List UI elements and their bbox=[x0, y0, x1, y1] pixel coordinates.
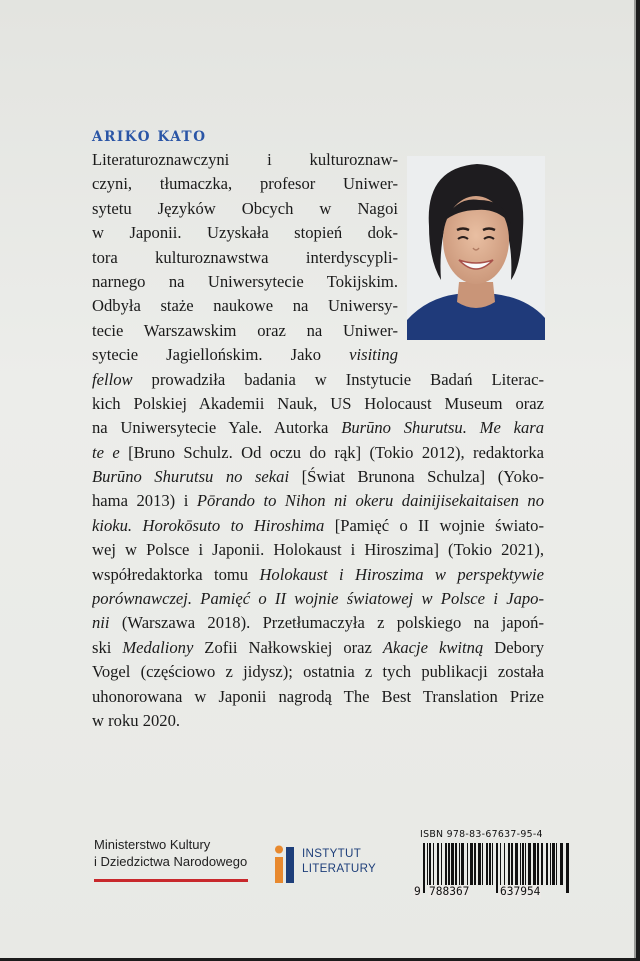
bio-text: uhonorowana w Japonii nagrodą The Best Translation Prize bbox=[92, 686, 544, 706]
bio-line bbox=[92, 246, 398, 270]
barcode-bar bbox=[566, 843, 569, 893]
barcode-bar bbox=[429, 843, 431, 885]
bio-line bbox=[92, 514, 544, 538]
barcode-bar bbox=[445, 843, 447, 885]
barcode-bar bbox=[482, 843, 483, 885]
bio-text: Zofii Nałkowskiej oraz bbox=[193, 637, 383, 657]
barcode-bar bbox=[496, 843, 498, 893]
bio-line bbox=[92, 148, 398, 172]
barcode-bar bbox=[550, 843, 551, 885]
bio-line bbox=[92, 319, 398, 343]
barcode-bar bbox=[433, 843, 434, 885]
institute-line-2: LITERATURY bbox=[302, 861, 377, 875]
barcode-bar bbox=[455, 843, 457, 885]
bio-text: w roku 2020. bbox=[92, 710, 181, 730]
bio-text: kich Polskiej Akademii Nauk, US Holocaust Museum oraz bbox=[92, 393, 544, 413]
bio-text: [Bruno Schulz. Od oczu do rąk] (Tokio 2012), redaktorka bbox=[119, 442, 544, 462]
bio-text: Vogel (częściowo z jidysz); ostatnia z tych publikacji została bbox=[92, 662, 544, 682]
bio-text: [Świat Brunona Schulza] (Yoko- bbox=[289, 467, 544, 487]
institute-line-1: INSTYTUT bbox=[302, 847, 362, 860]
instytut-literatury-logo bbox=[302, 847, 376, 876]
bio-line bbox=[92, 270, 398, 294]
barcode-bar bbox=[541, 843, 543, 885]
barcode-bar bbox=[467, 843, 468, 885]
bio-line bbox=[92, 368, 544, 392]
barcode-bar bbox=[556, 843, 557, 885]
ministry-of-culture-logo bbox=[94, 836, 247, 870]
bio-italic-title: Burūno Shurutsu. Me kara bbox=[341, 418, 544, 438]
bio-line bbox=[92, 563, 544, 587]
bio-line bbox=[92, 294, 398, 318]
bio-italic-title: Holokaust i Hiroszima w perspektywie bbox=[259, 564, 544, 584]
bio-line bbox=[92, 343, 398, 367]
barcode-bar bbox=[537, 843, 539, 885]
author-name: ARIKO KATO bbox=[92, 129, 207, 145]
barcode-bar bbox=[520, 843, 521, 885]
bio-italic-title: fellow bbox=[92, 369, 133, 389]
bio-italic-title: visiting bbox=[349, 345, 398, 365]
bio-text: na Uniwersytecie Yale. Autorka bbox=[92, 418, 342, 438]
barcode-bar bbox=[522, 843, 524, 885]
bio-text: sytetu Języków Obcych w Nagoi bbox=[92, 198, 398, 218]
barcode-bar bbox=[552, 843, 555, 885]
bio-line bbox=[92, 221, 398, 245]
bio-line bbox=[92, 197, 398, 221]
bio-text: Odbyła staże naukowe na Uniwersy- bbox=[92, 296, 398, 316]
bio-text: tecie Warszawskim oraz na Uniwer- bbox=[92, 320, 398, 340]
barcode-bar bbox=[423, 843, 425, 893]
barcode-bar bbox=[486, 843, 488, 885]
bio-italic-title: porównawczej. Pamięć o II wojnie światowej w Polsce i Japo- bbox=[92, 589, 544, 609]
barcode-bar bbox=[511, 843, 513, 885]
bio-text: wej w Polsce i Japonii. Holokaust i Hiroszima] (Tokio 2021), bbox=[92, 540, 544, 560]
barcode-bar bbox=[441, 843, 442, 885]
barcode-bar bbox=[528, 843, 531, 885]
bio-line bbox=[92, 709, 544, 733]
barcode-bar bbox=[489, 843, 491, 885]
bio-text: w Japonii. Uzyskała stopień dok- bbox=[92, 223, 398, 243]
author-photo bbox=[407, 156, 545, 340]
barcode-bar bbox=[470, 843, 473, 885]
bio-text: czyni, tłumaczka, profesor Uniwer- bbox=[92, 174, 398, 194]
barcode-bar bbox=[492, 843, 493, 885]
bio-italic-title: Medaliony bbox=[122, 637, 194, 657]
barcode-digits-left: 788367 bbox=[429, 885, 470, 898]
barcode-bar bbox=[461, 843, 464, 885]
bio-text: współredaktorka tomu bbox=[92, 564, 260, 584]
barcode-digits-right: 637954 bbox=[500, 885, 541, 898]
bio-line bbox=[92, 660, 544, 684]
bio-italic-title: Burūno Shurutsu no sekai bbox=[92, 467, 290, 487]
bio-line bbox=[92, 465, 544, 489]
bio-text: ski bbox=[92, 637, 123, 657]
bio-italic-title: Akacje kwitną bbox=[382, 637, 484, 657]
ministry-line-2: i Dziedzictwa Narodowego bbox=[94, 854, 248, 869]
barcode-bar bbox=[459, 843, 460, 885]
bio-text: narnego na Uniwersytecie Tokijskim. bbox=[92, 271, 398, 291]
bio-line bbox=[92, 489, 544, 513]
barcode-bar bbox=[437, 843, 439, 885]
barcode-bar bbox=[451, 843, 454, 885]
bio-text: Debory bbox=[483, 637, 544, 657]
bio-text: Literaturoznawczyni i kulturoznaw- bbox=[92, 150, 398, 169]
barcode-bar bbox=[427, 843, 428, 885]
bio-text: tora kulturoznawstwa interdyscypli- bbox=[92, 247, 398, 267]
barcode-bar bbox=[533, 843, 536, 885]
bio-text: (Warszawa 2018). Przetłumaczyła z polskiego na japoń- bbox=[109, 613, 544, 633]
bio-italic-title: kioku. Horokōsuto to Hiroshima bbox=[92, 515, 325, 535]
bio-text: hama 2013) i bbox=[92, 491, 197, 511]
bio-line bbox=[92, 611, 544, 635]
bio-line bbox=[92, 587, 544, 611]
barcode-bar bbox=[525, 843, 526, 885]
barcode-bar bbox=[560, 843, 563, 885]
barcode-bar bbox=[478, 843, 481, 885]
bio-line bbox=[92, 538, 544, 562]
barcode-bar bbox=[504, 843, 505, 885]
barcode-bar bbox=[515, 843, 518, 885]
ministry-logo-rule bbox=[94, 879, 248, 882]
bio-italic-title: Pōrando to Nihon ni okeru dainijisekaitaisen no bbox=[196, 491, 544, 511]
bio-text: sytecie Jagiellońskim. Jako bbox=[92, 345, 350, 365]
bio-line bbox=[92, 441, 544, 465]
bio-line bbox=[92, 416, 544, 440]
bio-text: prowadziła badania w Instytucie Badań Literac- bbox=[132, 369, 544, 389]
ministry-line-1: Ministerstwo Kultury bbox=[94, 837, 211, 852]
bio-line bbox=[92, 172, 398, 196]
barcode-bar bbox=[546, 843, 548, 885]
bio-line bbox=[92, 392, 544, 416]
bio-italic-title: nii bbox=[92, 613, 110, 633]
barcode-bar bbox=[448, 843, 450, 885]
barcode-digit-first: 9 bbox=[414, 885, 421, 898]
barcode-bar bbox=[474, 843, 476, 885]
isbn-label: ISBN 978-83-67637-95-4 bbox=[420, 829, 543, 840]
barcode-bar bbox=[500, 843, 501, 885]
bio-text: [Pamięć o II wojnie świato- bbox=[324, 515, 544, 535]
bio-line bbox=[92, 636, 544, 660]
bio-italic-title: te e bbox=[92, 442, 120, 462]
barcode-bar bbox=[508, 843, 510, 885]
bio-line bbox=[92, 685, 544, 709]
